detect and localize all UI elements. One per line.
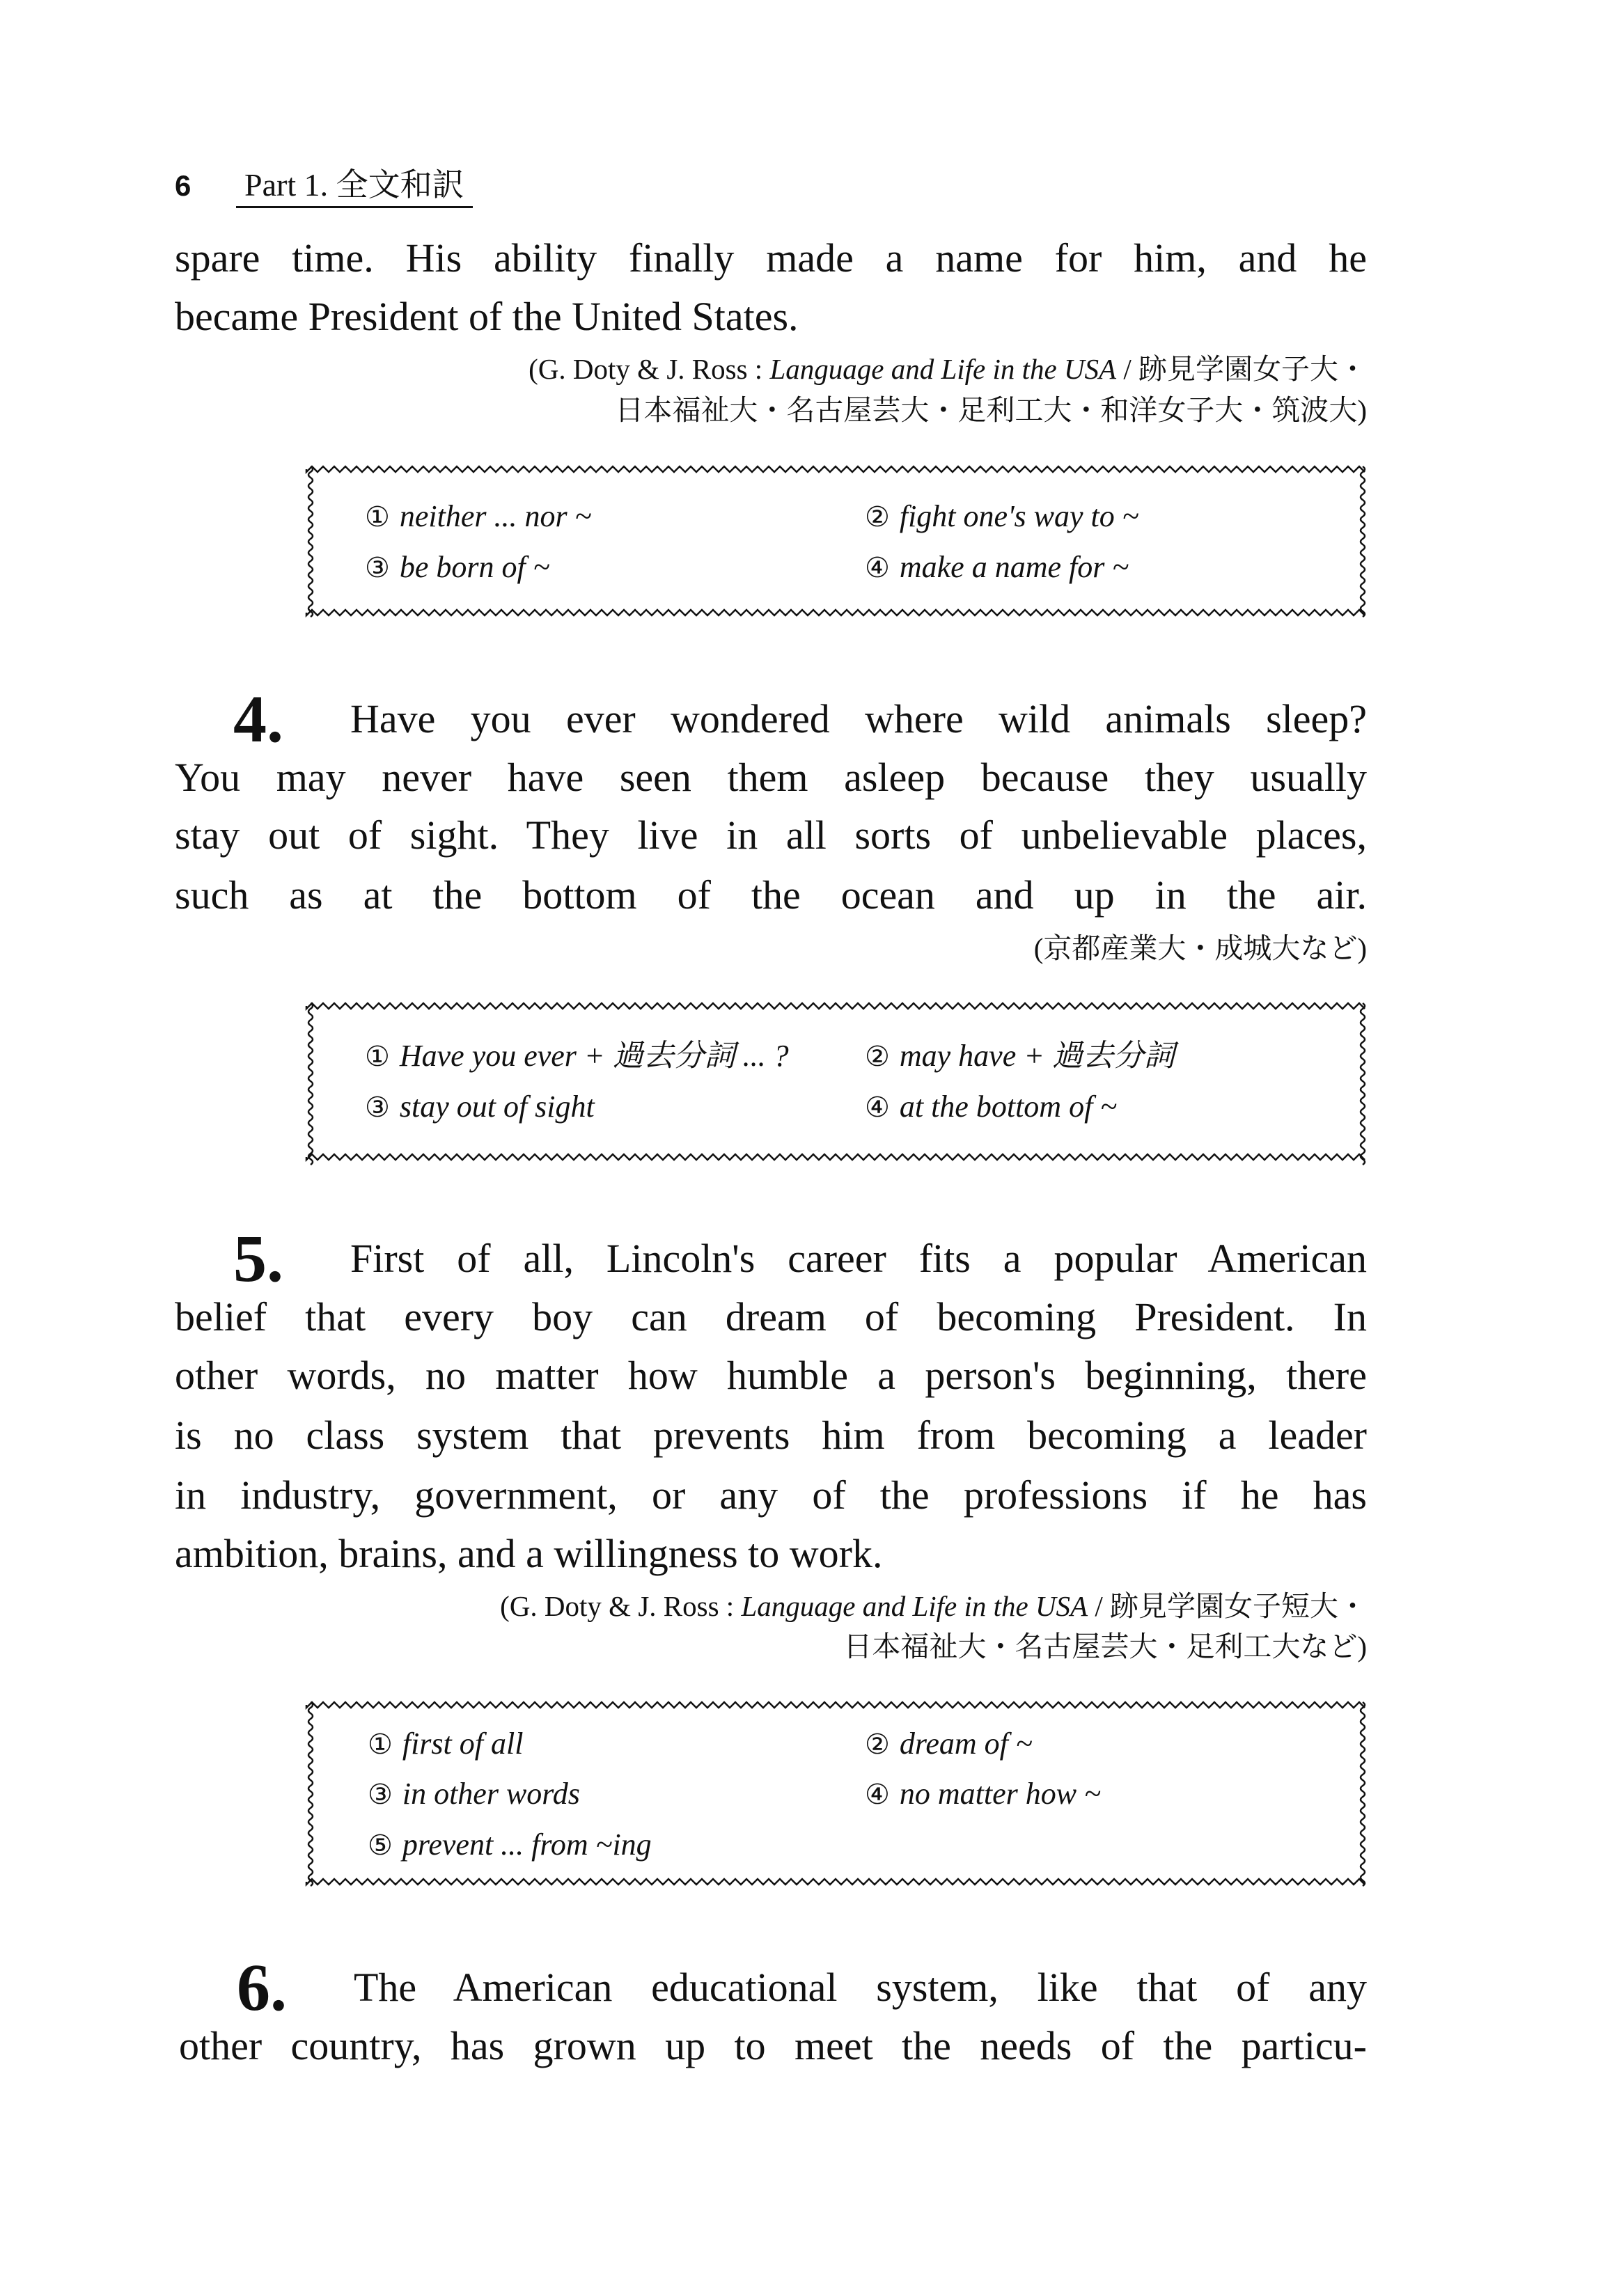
item-number: ① <box>365 1041 390 1073</box>
wavy-top <box>306 466 1365 472</box>
item-number: ② <box>865 501 890 533</box>
item-text: may have + 過去分詞 <box>899 1039 1175 1073</box>
citation-schools: / 跡見学園女子大・ <box>1116 353 1367 385</box>
vocab-box <box>306 466 1367 615</box>
paragraph-number: 4. <box>233 682 283 756</box>
item-number: ② <box>865 1729 890 1761</box>
citation-line <box>500 1585 1367 1627</box>
text-line: First of all, Lincoln's career fits a popular American <box>350 1236 1367 1281</box>
item-number: ④ <box>865 1779 890 1811</box>
wavy-right <box>1361 1003 1365 1165</box>
wavy-border <box>306 1003 1367 1160</box>
item-text: dream of ~ <box>899 1727 1033 1761</box>
text-line: in industry, government, or any of the professions if he has <box>175 1472 1367 1518</box>
item-text: no matter how ~ <box>899 1777 1101 1811</box>
item-number: ④ <box>865 1092 890 1124</box>
citation-schools: / 跡見学園女子短大・ <box>1088 1590 1367 1622</box>
citation-authors: (G. Doty & J. Ross : <box>500 1590 742 1622</box>
vocab-item <box>365 492 591 541</box>
item-number: ③ <box>365 1092 390 1124</box>
wavy-bottom <box>306 1879 1365 1885</box>
text-line: The American educational system, like that of any <box>354 1965 1367 2010</box>
wavy-bottom <box>306 1154 1365 1160</box>
wavy-left <box>308 466 313 617</box>
text-line: other country, has grown up to meet the needs of the particu- <box>179 2023 1367 2068</box>
item-text: in other words <box>402 1777 580 1811</box>
citation-line: 日本福祉大・名古屋芸大・足利工大・和洋女子大・筑波大) <box>615 394 1367 426</box>
text-line: became President of the United States. <box>175 294 799 339</box>
item-number: ② <box>865 1041 890 1073</box>
item-number: ⑤ <box>368 1830 393 1862</box>
vocab-item <box>368 1821 652 1869</box>
item-text: first of all <box>402 1727 524 1761</box>
text-line: such as at the bottom of the ocean and up in the air. <box>175 872 1367 918</box>
item-number: ① <box>365 501 390 533</box>
citation-line: 日本福祉大・名古屋芸大・足利工大など) <box>843 1630 1367 1662</box>
text-line: Have you ever wondered where wild animals sleep? <box>350 696 1367 741</box>
wavy-right <box>1361 466 1365 617</box>
wavy-left <box>308 1003 313 1165</box>
citation-line <box>529 348 1367 390</box>
vocab-box <box>306 1702 1367 1885</box>
item-number: ③ <box>365 552 390 584</box>
wavy-right <box>1361 1702 1365 1886</box>
item-text: fight one's way to ~ <box>899 499 1139 533</box>
vocab-item <box>365 543 550 592</box>
text-line: is no class system that prevents him from becoming a leader <box>175 1413 1367 1458</box>
item-number: ④ <box>865 552 890 584</box>
item-text: at the bottom of ~ <box>899 1090 1118 1124</box>
vocab-item <box>365 1032 789 1080</box>
wavy-top <box>306 1702 1365 1708</box>
wavy-top <box>306 1003 1365 1009</box>
citation-authors: (G. Doty & J. Ross : <box>529 353 770 385</box>
wavy-bottom <box>306 610 1365 615</box>
text-line: other words, no matter how humble a person's beginning, there <box>175 1353 1367 1398</box>
citation-title: Language and Life in the USA <box>769 353 1117 385</box>
item-text: neither ... nor ~ <box>399 499 592 533</box>
paragraph-number: 6. <box>237 1950 287 2024</box>
vocab-item <box>865 1770 1101 1818</box>
item-number: ③ <box>368 1779 393 1811</box>
vocab-item <box>865 1083 1117 1131</box>
page-header <box>175 164 464 206</box>
item-text: be born of ~ <box>399 550 550 584</box>
item-number: ① <box>368 1729 393 1761</box>
vocab-item <box>865 492 1139 541</box>
paragraph-number: 5. <box>233 1221 283 1296</box>
text-line: spare time. His ability finally made a name for him, and he <box>175 235 1367 281</box>
text-line: You may never have seen them asleep because they usually <box>175 755 1367 800</box>
wavy-left <box>308 1702 313 1886</box>
text-line: ambition, brains, and a willingness to work. <box>175 1531 883 1576</box>
vocab-item <box>365 1083 595 1131</box>
item-text: make a name for ~ <box>899 550 1129 584</box>
item-text: Have you ever + 過去分詞 ... ? <box>399 1039 789 1073</box>
page-number: 6 <box>175 169 191 202</box>
vocab-item <box>368 1770 580 1818</box>
item-text: prevent ... from ~ing <box>402 1827 652 1862</box>
text-line: belief that every boy can dream of becoming President. In <box>175 1294 1367 1339</box>
vocab-item <box>865 1032 1175 1080</box>
vocab-item <box>865 1720 1033 1768</box>
text-line: stay out of sight. They live in all sorts of unbelievable places, <box>175 812 1367 858</box>
item-text: stay out of sight <box>399 1090 595 1124</box>
vocab-box <box>306 1003 1367 1160</box>
citation-line: (京都産業大・成城大など) <box>1033 932 1367 964</box>
section-title: Part 1. 全文和訳 <box>236 164 473 208</box>
vocab-item <box>368 1720 523 1768</box>
citation-title: Language and Life in the USA <box>741 1590 1088 1622</box>
vocab-item <box>865 543 1129 592</box>
